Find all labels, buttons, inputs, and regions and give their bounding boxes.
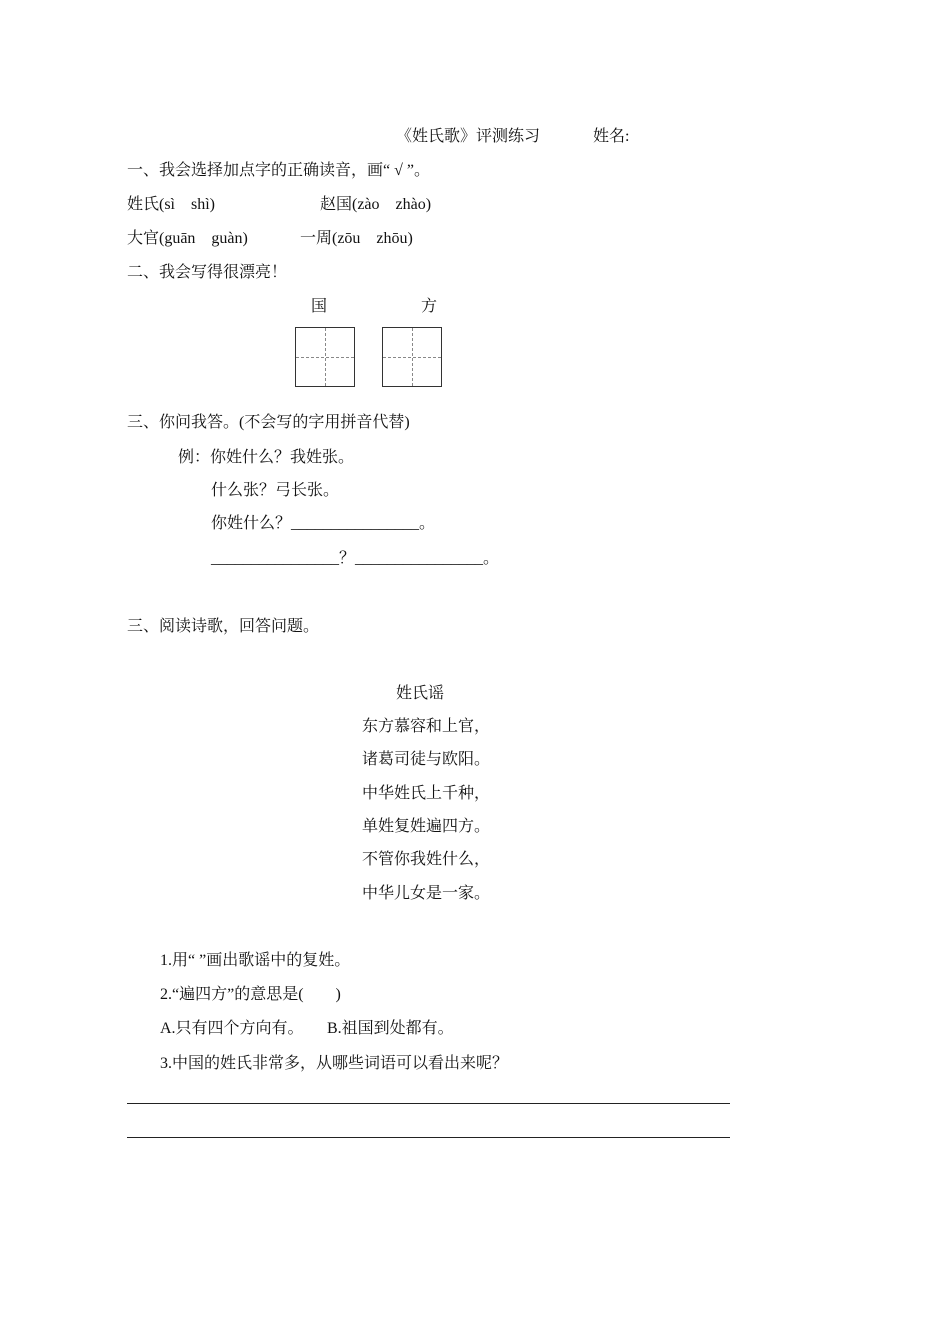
practice-char-label: 国 [311, 298, 328, 315]
option-b[interactable]: B.祖国到处都有。 [327, 1020, 454, 1037]
section1-heading: 一、我会选择加点字的正确读音，画“ √ ”。 [127, 162, 430, 179]
pinyin-item: 大官(guān guàn) [127, 230, 248, 247]
pinyin-item: 一周(zōu zhōu) [300, 230, 413, 247]
question-3: 3.中国的姓氏非常多，从哪些词语可以看出来呢？ [160, 1055, 509, 1072]
section2-heading: 二、我会写得很漂亮！ [127, 264, 288, 281]
pinyin-item: 姓氏(sì shì) [127, 196, 216, 213]
poem-line: 东方慕容和上官， [362, 718, 491, 735]
writing-grid-box[interactable] [382, 327, 442, 387]
poem-title: 姓氏谣 [396, 685, 445, 702]
poem-line: 中华儿女是一家。 [362, 885, 491, 902]
section4-heading: 三、阅读诗歌，回答问题。 [127, 618, 320, 635]
example-line: 例：你姓什么？我姓张。 [178, 449, 355, 466]
pinyin-item: 赵国(zào zhào) [320, 196, 432, 213]
question-1: 1.用“ ”画出歌谣中的复姓。 [160, 952, 351, 969]
practice-char-label: 方 [421, 298, 438, 315]
poem-line: 中华姓氏上千种， [362, 785, 491, 802]
writing-grid-box[interactable] [295, 327, 355, 387]
poem-line: 不管你我姓什么， [362, 851, 491, 868]
answer-line[interactable]: ________________？________________。 [211, 550, 500, 567]
worksheet-title: 《姓氏歌》评测练习 [396, 128, 541, 145]
name-label: 姓名: [593, 128, 630, 145]
example-line: 什么张？弓长张。 [211, 482, 340, 499]
answer-rule[interactable] [127, 1137, 730, 1138]
section3-heading: 三、你问我答。(不会写的字用拼音代替) [127, 414, 410, 431]
answer-line[interactable]: 你姓什么？________________。 [211, 515, 436, 532]
question-2: 2.“遍四方”的意思是( ) [160, 986, 341, 1003]
answer-rule[interactable] [127, 1103, 730, 1104]
option-a[interactable]: A.只有四个方向有。 [160, 1020, 304, 1037]
poem-line: 诸葛司徒与欧阳。 [362, 751, 491, 768]
poem-line: 单姓复姓遍四方。 [362, 818, 491, 835]
